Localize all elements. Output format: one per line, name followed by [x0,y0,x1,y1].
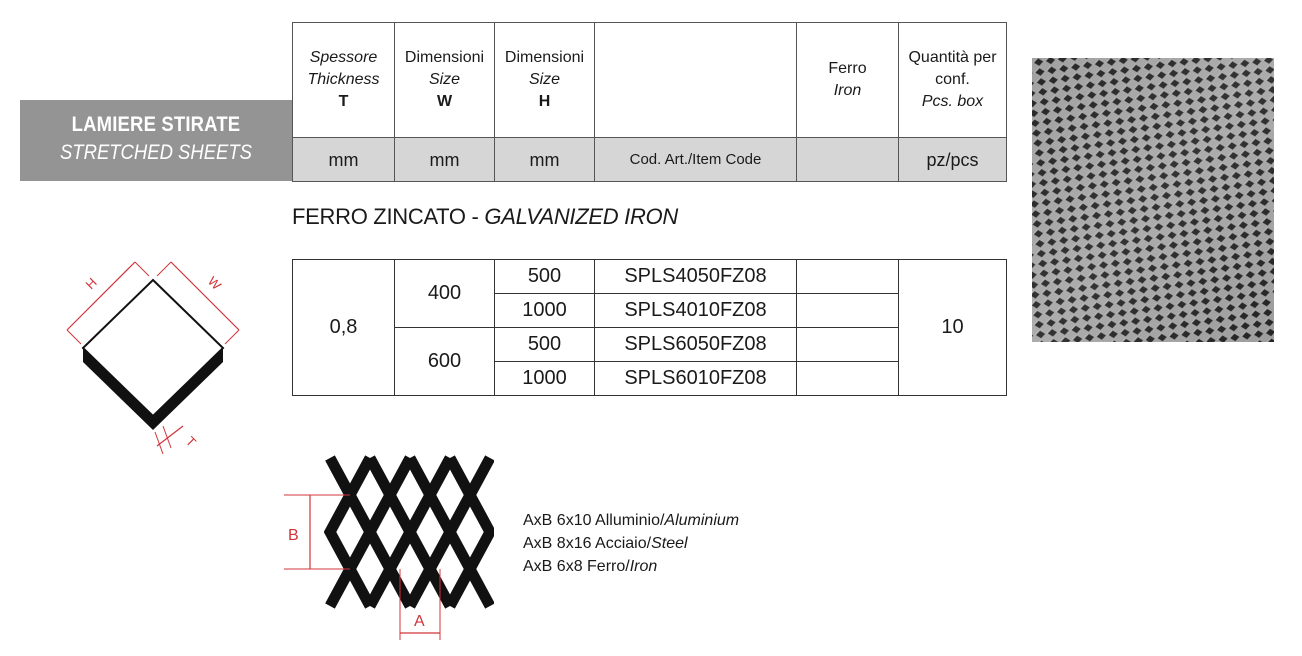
header-width [395,23,495,138]
mesh-notes [523,509,739,578]
mesh-pattern-diagram [280,450,500,645]
dim-a-label: A [414,613,425,630]
title-sub: STRETCHED SHEETS [59,141,253,164]
header-width-symbol: W [436,93,453,110]
dim-t-line [157,426,183,446]
dim-h-label: H [82,274,100,293]
header-quantity [899,23,1007,138]
mesh-strand [410,458,430,606]
unit-quantity: pz/pcs [899,138,1007,182]
mesh-strand [450,458,470,606]
mesh-note [523,509,739,532]
title-main: LAMIERE STIRATE [71,113,241,136]
dim-b-label: B [288,527,299,544]
dim-w-ext1 [157,262,171,276]
mesh-note [523,555,739,578]
dim-h-ext2 [135,262,149,276]
mesh-strand [330,458,350,606]
mesh-note [523,532,739,555]
header-height [495,23,595,138]
cell-iron [797,328,899,362]
dim-w-ext2 [225,330,239,344]
mesh-note-material: Iron [629,558,658,575]
cell-iron [797,362,899,396]
header-height-en: Size [528,71,561,88]
header-code [595,23,797,138]
cell-width: 600 [395,328,495,396]
header-height-it: Dimensioni [504,49,585,66]
mesh-note-material: Aluminium [664,512,740,529]
header-table [292,22,1007,182]
header-iron-it: Ferro [828,60,867,77]
section-heading [292,204,678,230]
cell-quantity: 10 [899,260,1007,396]
mesh-note-text: AxB 6x8 Ferro/ [523,558,630,575]
product-table [292,259,1007,396]
section-title-en: GALVANIZED IRON [484,204,678,229]
sheet-dimension-diagram [55,250,255,465]
cell-code: SPLS4010FZ08 [595,294,797,328]
header-thickness-it: Spessore [309,49,378,66]
cell-code: SPLS4050FZ08 [595,260,797,294]
unit-iron [797,138,899,182]
cell-height: 500 [495,328,595,362]
mesh-note-text: AxB 6x10 Alluminio/ [523,512,665,529]
cell-height: 1000 [495,362,595,396]
header-quantity-it: Quantità per conf. [908,49,997,88]
mesh-note-text: AxB 8x16 Acciaio/ [523,535,652,552]
mesh-note-material: Steel [651,535,688,552]
expanded-metal-photo [1032,58,1274,342]
header-quantity-en: Pcs. box [921,93,984,110]
cell-iron [797,294,899,328]
header-height-symbol: H [538,93,551,110]
header-width-en: Size [428,71,461,88]
unit-code: Cod. Art./Item Code [595,138,797,182]
mesh-strand [470,458,490,606]
cell-code: SPLS6050FZ08 [595,328,797,362]
section-title-it: FERRO ZINCATO - [292,204,485,229]
mesh-strands [330,458,490,606]
sheet-top-face [83,280,223,416]
cell-height: 500 [495,260,595,294]
unit-width: mm [395,138,495,182]
dim-t-ext2 [163,426,171,448]
dim-h-ext1 [67,330,81,344]
header-iron [797,23,899,138]
cell-code: SPLS6010FZ08 [595,362,797,396]
cell-iron [797,260,899,294]
header-thickness-symbol: T [338,93,349,110]
photo-shading [1032,58,1274,342]
dim-w-label: W [204,273,225,293]
cell-width: 400 [395,260,495,328]
unit-thickness: mm [293,138,395,182]
cell-thickness: 0,8 [293,260,395,396]
table-row [293,260,1007,294]
header-iron-en: Iron [833,82,862,99]
cell-height: 1000 [495,294,595,328]
mesh-strand [370,458,390,606]
header-thickness-en: Thickness [307,71,380,88]
unit-height: mm [495,138,595,182]
header-width-it: Dimensioni [404,49,485,66]
dim-t-label: T [182,433,200,450]
header-thickness [293,23,395,138]
